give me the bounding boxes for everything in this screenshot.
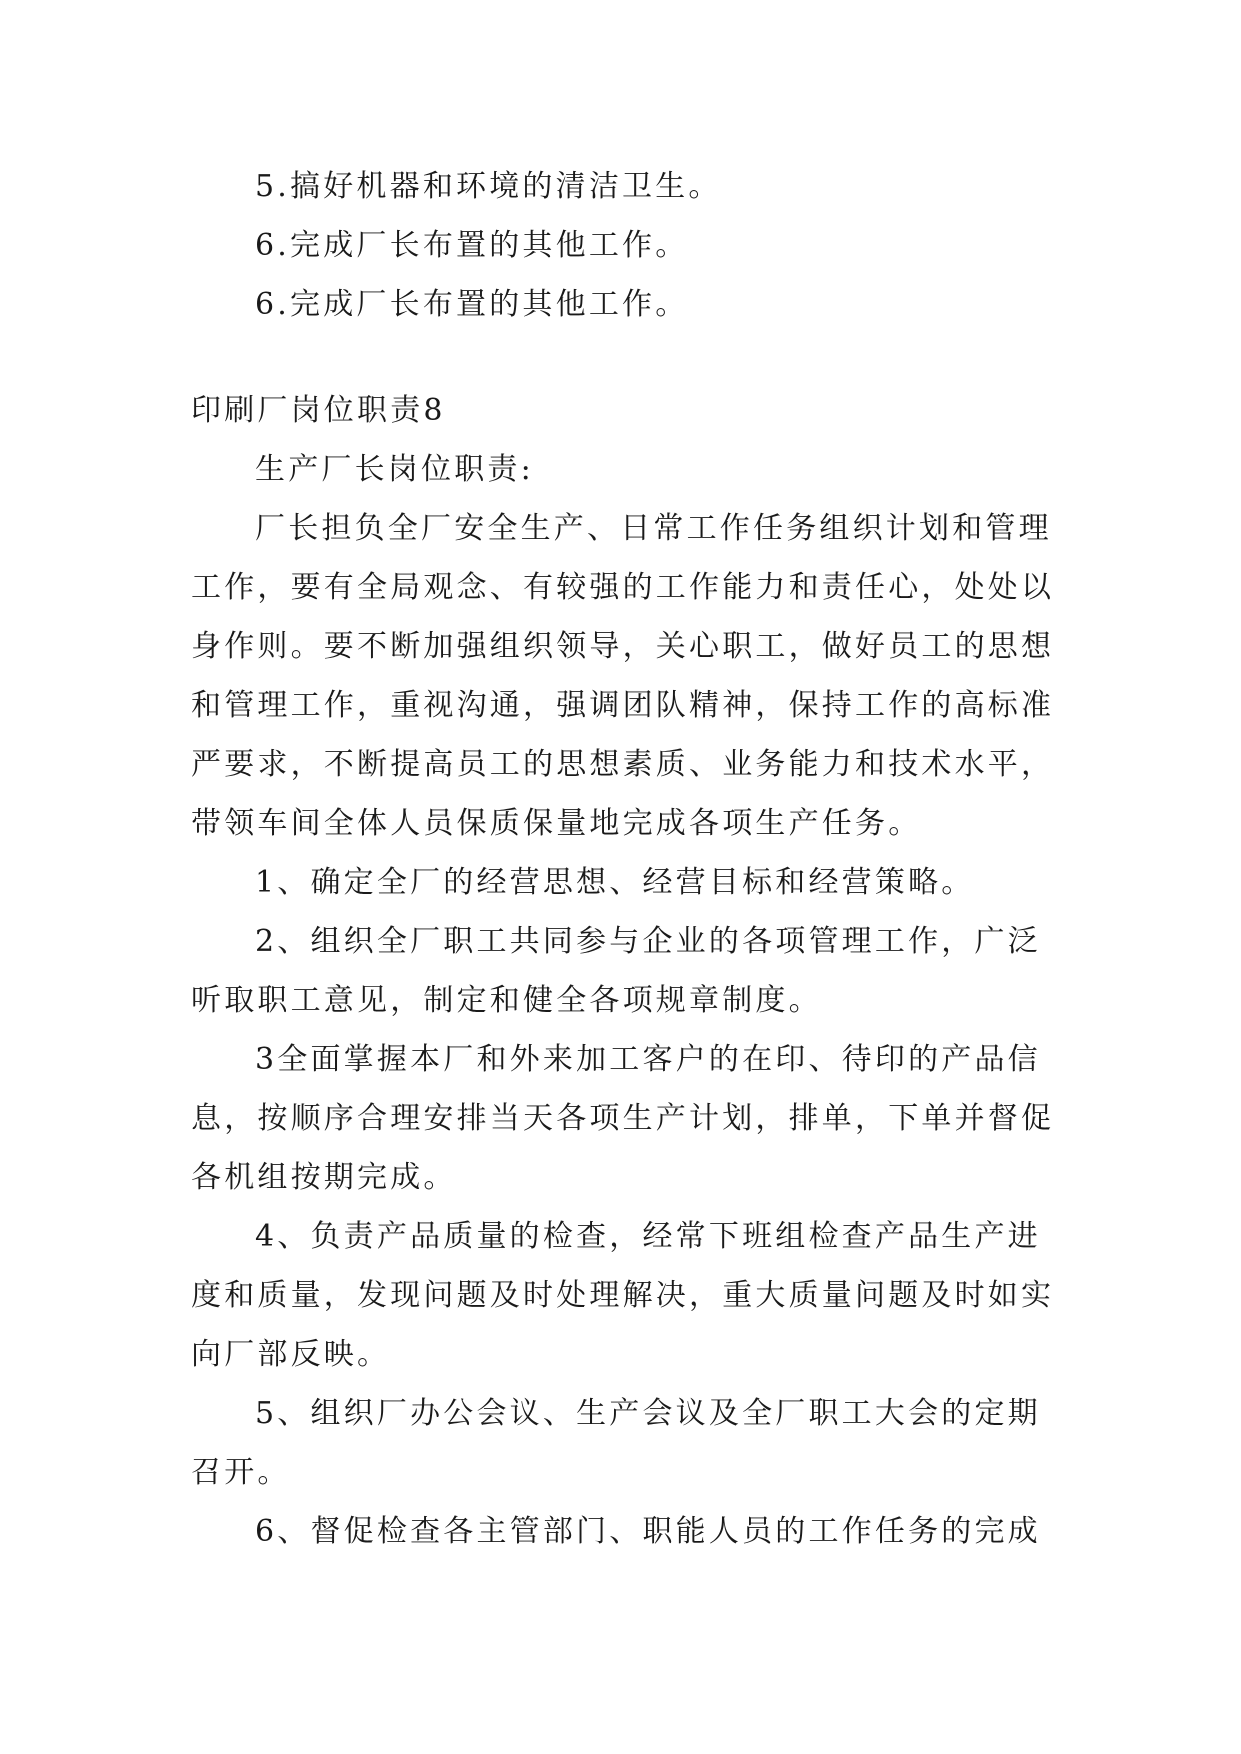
item-5 bbox=[191, 1384, 1051, 1502]
list-item: 6.完成厂长布置的其他工作。 bbox=[255, 228, 689, 263]
paragraph-line: 5、组织厂办公会议、生产会议及全厂职工大会的定期 bbox=[255, 1396, 1041, 1431]
section-title: 印刷厂岗位职责8 bbox=[191, 393, 446, 428]
paragraph-line: 3全面掌握本厂和外来加工客户的在印、待印的产品信 bbox=[255, 1042, 1041, 1077]
paragraph-line: 息，按顺序合理安排当天各项生产计划，排单，下单并督促 bbox=[191, 1101, 1055, 1136]
item-4 bbox=[191, 1207, 1055, 1384]
paragraph-line: 4、负责产品质量的检查，经常下班组检查产品生产进 bbox=[255, 1219, 1041, 1254]
document-page bbox=[191, 157, 1055, 1561]
paragraph-line: 召开。 bbox=[191, 1455, 291, 1490]
paragraph-line: 带领车间全体人员保质保量地完成各项生产任务。 bbox=[191, 806, 922, 841]
paragraph-line: 2、组织全厂职工共同参与企业的各项管理工作，广泛 bbox=[255, 924, 1041, 959]
paragraph-line: 工作，要有全局观念、有较强的工作能力和责任心，处处以 bbox=[191, 570, 1055, 605]
paragraph-gap bbox=[191, 334, 1051, 381]
item-6 bbox=[191, 1502, 1051, 1561]
paragraph-line: 度和质量，发现问题及时处理解决，重大质量问题及时如实 bbox=[191, 1278, 1055, 1313]
subtitle: 生产厂长岗位职责: bbox=[255, 452, 534, 487]
item-1 bbox=[191, 853, 1051, 912]
paragraph-line: 厂长担负全厂安全生产、日常工作任务组织计划和管理 bbox=[255, 511, 1052, 546]
paragraph-line: 身作则。要不断加强组织领导，关心职工，做好员工的思想 bbox=[191, 629, 1055, 664]
paragraph-line: 6、督促检查各主管部门、职能人员的工作任务的完成 bbox=[255, 1514, 1041, 1549]
item-3 bbox=[191, 1030, 1055, 1207]
intro-paragraph bbox=[191, 499, 1055, 853]
paragraph-line: 和管理工作，重视沟通，强调团队精神，保持工作的高标准 bbox=[191, 688, 1055, 723]
paragraph-line: 严要求，不断提高员工的思想素质、业务能力和技术水平， bbox=[191, 747, 1055, 782]
item-2 bbox=[191, 912, 1051, 1030]
paragraph-line: 听取职工意见，制定和健全各项规章制度。 bbox=[191, 983, 822, 1018]
paragraph-line: 向厂部反映。 bbox=[191, 1337, 391, 1372]
paragraph-line: 各机组按期完成。 bbox=[191, 1160, 457, 1195]
list-item: 6.完成厂长布置的其他工作。 bbox=[255, 287, 689, 322]
paragraph-line: 1、确定全厂的经营思想、经营目标和经营策略。 bbox=[255, 865, 975, 900]
list-item: 5.搞好机器和环境的清洁卫生。 bbox=[255, 169, 722, 204]
